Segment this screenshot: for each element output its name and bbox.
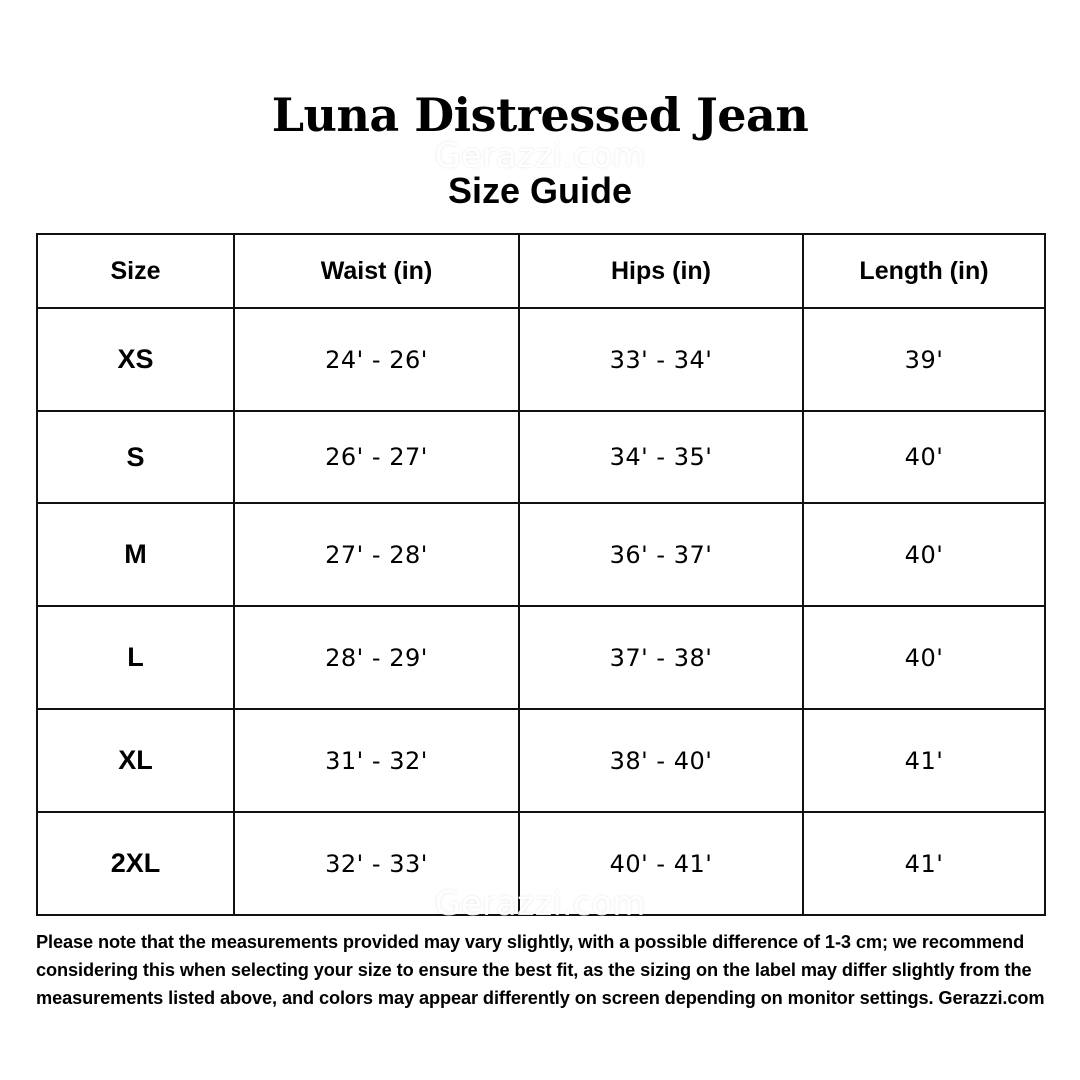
size-cell: M	[37, 503, 234, 606]
table-row	[37, 411, 1045, 503]
length-cell: 41'	[803, 812, 1045, 915]
hips-cell: 40' - 41'	[519, 812, 803, 915]
waist-cell: 27' - 28'	[234, 503, 519, 606]
column-header-length: Length (in)	[803, 234, 1045, 308]
page-title: Luna Distressed Jean	[271, 88, 809, 142]
table-row	[37, 503, 1045, 606]
length-cell: 39'	[803, 308, 1045, 411]
watermark-top: Gerazzi.com	[434, 136, 646, 176]
table-header-row	[37, 234, 1045, 308]
column-header-waist: Waist (in)	[234, 234, 519, 308]
hips-cell: 37' - 38'	[519, 606, 803, 709]
length-cell: 40'	[803, 411, 1045, 503]
waist-cell: 28' - 29'	[234, 606, 519, 709]
waist-cell: 26' - 27'	[234, 411, 519, 503]
column-header-size: Size	[37, 234, 234, 308]
hips-cell: 36' - 37'	[519, 503, 803, 606]
size-cell: XL	[37, 709, 234, 812]
table-row	[37, 709, 1045, 812]
waist-cell: 32' - 33'	[234, 812, 519, 915]
length-cell: 41'	[803, 709, 1045, 812]
waist-cell: 24' - 26'	[234, 308, 519, 411]
page-subtitle: Size Guide	[447, 170, 633, 211]
hips-cell: 34' - 35'	[519, 411, 803, 503]
size-guide-table	[36, 233, 1046, 916]
table-row	[37, 308, 1045, 411]
size-cell: L	[37, 606, 234, 709]
table-row	[37, 606, 1045, 709]
length-cell: 40'	[803, 606, 1045, 709]
waist-cell: 31' - 32'	[234, 709, 519, 812]
size-cell: S	[37, 411, 234, 503]
hips-cell: 33' - 34'	[519, 308, 803, 411]
column-header-hips: Hips (in)	[519, 234, 803, 308]
measurement-disclaimer: Please note that the measurements provided may vary slightly, with a possible difference of 1-3 cm; we recommend considering this when selecting your size to ensure the best fit, as the sizing on the label may differ slightly from the measurements listed above, and colors may appear differently on screen depending on monitor settings. Gerazzi.com	[36, 932, 1045, 1008]
length-cell: 40'	[803, 503, 1045, 606]
size-cell: 2XL	[37, 812, 234, 915]
size-cell: XS	[37, 308, 234, 411]
hips-cell: 38' - 40'	[519, 709, 803, 812]
watermark-bottom: Gerazzi.com	[434, 884, 646, 924]
